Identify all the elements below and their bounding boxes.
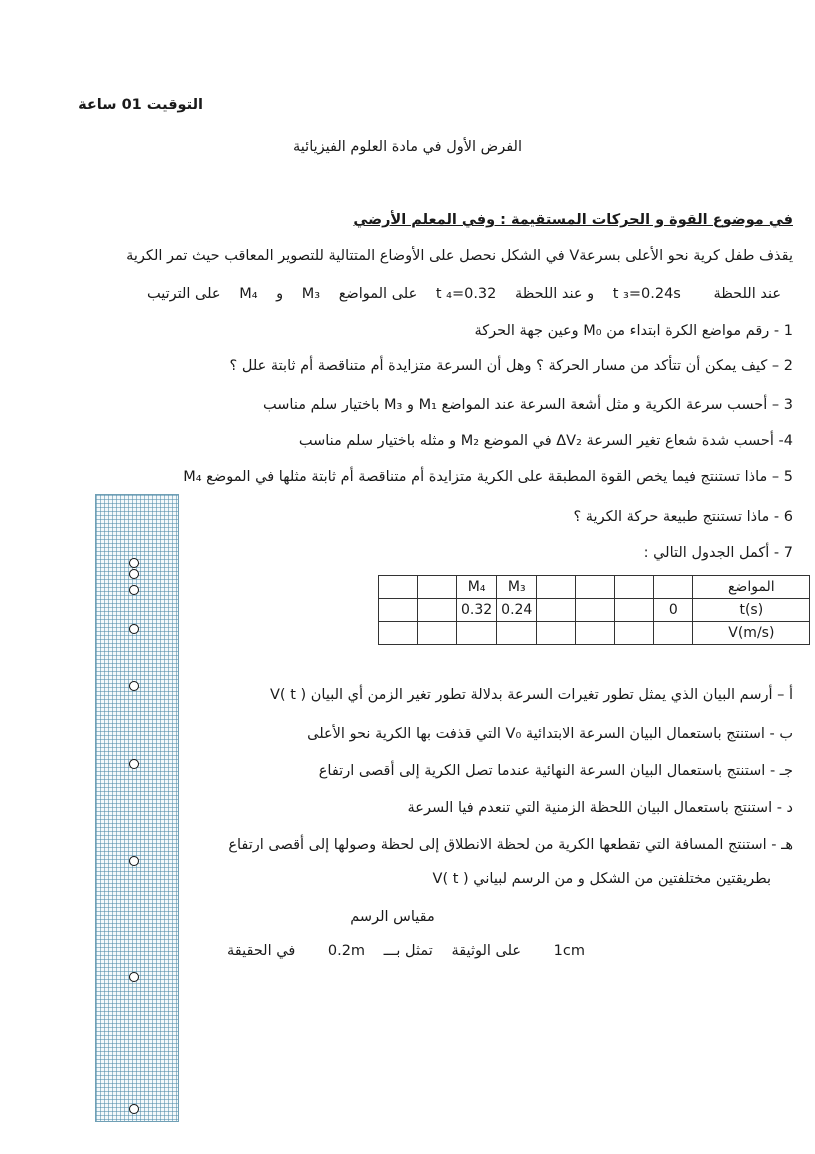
table-row xyxy=(379,576,810,599)
intro-line-1: يقذف طفل كرية نحو الأعلى بسرعةV في الشكل نحصل على الأوضاع المتتالية للتصوير المعاقب حيث تمر الكرية xyxy=(126,248,793,264)
ball-position-marker xyxy=(129,856,139,866)
table-row xyxy=(379,622,810,645)
scale-real-text: في الحقيقة xyxy=(227,943,296,959)
results-table xyxy=(378,575,810,645)
table-cell xyxy=(576,622,615,645)
row-label-positions: المواضع xyxy=(693,576,810,599)
table-row xyxy=(379,599,810,622)
row-label-time: t(s) xyxy=(693,599,810,622)
table-cell xyxy=(576,599,615,622)
question-5: 5 – ماذا تستنتج فيما يخص القوة المطبقة على الكرية متزايدة أم متناقصة أم ثابتة مثلها في الموضع M₄ xyxy=(183,469,793,485)
table-cell xyxy=(615,599,654,622)
table-cell xyxy=(379,622,418,645)
table-cell xyxy=(615,622,654,645)
question-7: 7 - أكمل الجدول التالي : xyxy=(643,545,793,561)
scale-real-value: 0.2m xyxy=(327,943,366,959)
exam-duration: التوقيت 01 ساعة xyxy=(78,97,203,113)
question-2: 2 – كيف يمكن أن تتأكد من مسار الحركة ؟ وهل أن السرعة متزايدة أم متناقصة أم ثابتة علل ؟ xyxy=(229,358,793,374)
table-cell xyxy=(497,622,537,645)
ball-position-marker xyxy=(129,1104,139,1114)
table-cell: 0.24 xyxy=(497,599,537,622)
ball-position-marker xyxy=(129,681,139,691)
table-cell xyxy=(457,622,497,645)
table-cell xyxy=(537,599,576,622)
scale-represents: تمثل بـــ xyxy=(383,943,433,959)
subquestion-a: أ – أرسم البيان الذي يمثل تطور تغيرات السرعة بدلالة تطور تغير الزمن أي البيان ( V( t xyxy=(270,687,793,703)
table-cell xyxy=(379,599,418,622)
table-cell xyxy=(418,576,457,599)
ball-position-marker xyxy=(129,558,139,568)
ball-position-marker xyxy=(129,569,139,579)
subquestion-b: ب - استنتج باستعمال البيان السرعة الابتدائية V₀ التي قذفت بها الكرية نحو الأعلى xyxy=(307,726,793,742)
question-1: 1 - رقم مواضع الكرة ابتداء من M₀ وعين جهة الحركة xyxy=(474,323,793,339)
table-cell xyxy=(418,599,457,622)
ball-position-marker xyxy=(129,585,139,595)
table-cell xyxy=(537,576,576,599)
scale-title: مقياس الرسم xyxy=(350,909,435,925)
subquestion-d: د - استنتج باستعمال البيان اللحظة الزمنية التي تنعدم فيا السرعة xyxy=(407,800,793,816)
table-cell: M₄ xyxy=(457,576,497,599)
table-cell xyxy=(379,576,418,599)
table-cell xyxy=(418,622,457,645)
exam-title: الفرض الأول في مادة العلوم الفيزيائية xyxy=(293,139,522,155)
scale-doc-text: على الوثيقة xyxy=(451,943,522,959)
table-cell xyxy=(537,622,576,645)
table-cell: 0 xyxy=(654,599,693,622)
topic-heading: في موضوع القوة و الحركات المستقيمة : وفي المعلم الأرضي xyxy=(353,212,793,228)
table-cell xyxy=(654,576,693,599)
table-cell: M₃ xyxy=(497,576,537,599)
table-cell xyxy=(654,622,693,645)
intro-line-2: عند اللحظة t ₃=0.24s و عند اللحظة t ₄=0.32 على المواضع M₃ و M₄ على الترتيب xyxy=(146,286,781,302)
scale-doc-value: 1cm xyxy=(553,943,585,959)
subquestion-c: جـ - استنتج باستعمال البيان السرعة النهائية عندما تصل الكرية إلى أقصى ارتفاع xyxy=(318,763,793,779)
ball-position-marker xyxy=(129,759,139,769)
ball-position-marker xyxy=(129,624,139,634)
scale-line xyxy=(200,940,585,962)
subquestion-e-line1: هـ - استنتج المسافة التي تقطعها الكرية من لحظة الانطلاق إلى لحظة وصولها إلى أقصى ارتفاع xyxy=(228,837,793,853)
ball-position-marker xyxy=(129,972,139,982)
row-label-speed: V(m/s) xyxy=(693,622,810,645)
subquestion-e-line2: بطريقتين مختلفتين من الشكل و من الرسم لبياني ( V( t xyxy=(432,871,771,887)
table-cell xyxy=(615,576,654,599)
table-cell: 0.32 xyxy=(457,599,497,622)
table-cell xyxy=(576,576,615,599)
question-3: 3 – أحسب سرعة الكرية و مثل أشعة السرعة عند المواضع M₁ و M₃ باختيار سلم مناسب xyxy=(263,397,793,413)
question-6: 6 - ماذا تستنتج طبيعة حركة الكرية ؟ xyxy=(573,509,793,525)
question-4: 4- أحسب شدة شعاع تغير السرعة ΔV₂ في الموضع M₂ و مثله باختيار سلم مناسب xyxy=(298,433,793,449)
